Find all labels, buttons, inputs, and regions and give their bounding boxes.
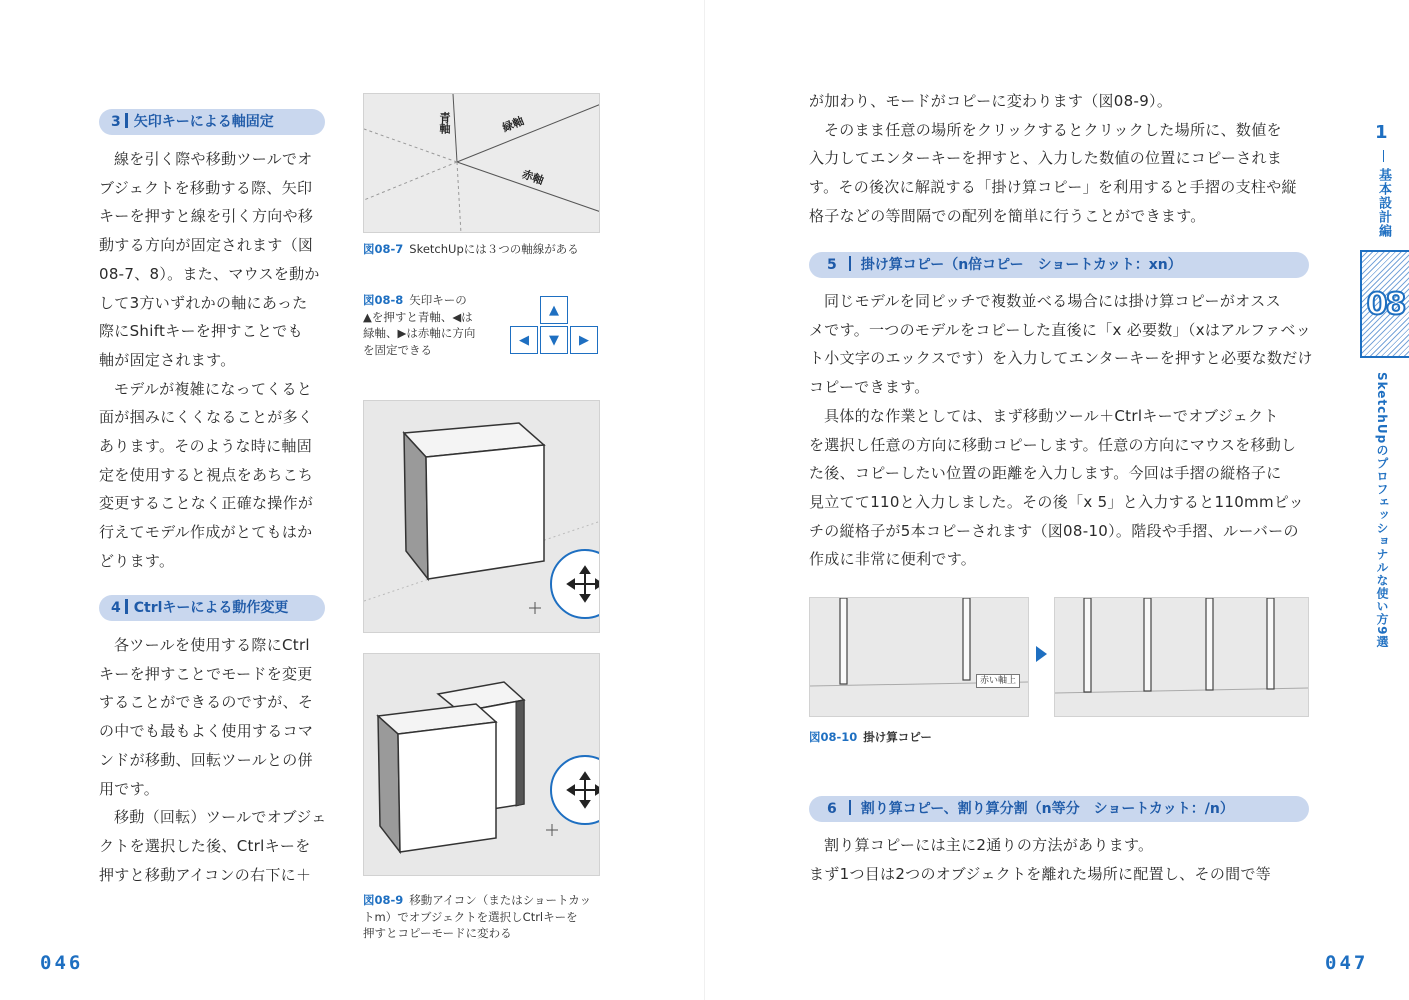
page-number-right: 047 bbox=[1325, 952, 1369, 974]
section-number: 6 bbox=[827, 801, 837, 817]
figure-axes bbox=[363, 93, 600, 233]
figure-arrowkeys-caption: 図08-8 矢印キーの ▲を押すと青軸、◀は 緑軸、▶は赤軸に方向 を固定できる bbox=[363, 293, 476, 357]
figure-multiply-before bbox=[809, 597, 1029, 717]
section-tab bbox=[1360, 250, 1409, 358]
paragraph: 線を引く際や移動ツールでオ ブジェクトを移動する際、矢印 キーを押すと線を引く方向や移 動する方向が固定されます（図 08-7、8）。また、マウスを動か して3方いずれかの軸にあった 際にShiftキーを押すことでも 軸が固定されます。 bbox=[99, 150, 320, 369]
chapter-title: 基本設計編 bbox=[1376, 168, 1391, 238]
page-number-left: 046 bbox=[40, 952, 84, 974]
section-heading-3 bbox=[99, 109, 325, 135]
arrow-keys-diagram bbox=[510, 294, 600, 356]
paragraph: 具体的な作業としては、まず移動ツール＋Ctrlキーでオブジェクト を選択し任意の方向に移動コピーします。任意の方向にマウスを移動し た後、コピーしたい位置の距離を入力します。今回は手摺の縦格子に 見立てて110と入力しました。その後「x 5」と入力すると110mmピッ チの縦格子が5本コピーされます（図08-10）。階段や手摺、ルーバーの 作成に非常に便利です。 bbox=[809, 406, 1304, 569]
figure-cube-copy bbox=[363, 653, 600, 876]
section-side-title: SketchUpのプロフェッショナルな使い方9選 bbox=[1375, 372, 1389, 649]
heading-bar bbox=[125, 599, 128, 614]
arrow-left-key-icon: ◀ bbox=[510, 326, 538, 354]
intro-body bbox=[809, 87, 1314, 231]
section-number: 5 bbox=[827, 257, 837, 273]
paragraph: モデルが複雑になってくると 面が掴みにくくなることが多く あります。そのような時に軸固 定を使用すると視点をあちこち 変更することなく正確な操作が 行えてモデル作成がとてもはか どります。 bbox=[99, 379, 314, 570]
section-title: 割り算コピー、割り算分割（n等分 ショートカット：/n） bbox=[860, 801, 1234, 817]
arrow-up-key-icon: ▲ bbox=[540, 296, 568, 324]
section5-body bbox=[809, 287, 1314, 574]
paragraph: が加わり、モードがコピーに変わります（図08-9）。 bbox=[809, 92, 1173, 110]
section-heading-4 bbox=[99, 595, 325, 621]
cube-drawing bbox=[364, 401, 600, 633]
figure-cube-copy-caption: 図08-9 移動アイコン（またはショートカッ トm）でオブジェクトを選択しCtrlキーを 押すとコピーモードに変わる bbox=[363, 893, 592, 940]
chapter-divider bbox=[1383, 150, 1384, 162]
section3-body bbox=[99, 145, 327, 576]
figure-axes-caption: 図08-7 SketchUpには３つの軸線がある bbox=[363, 242, 579, 256]
figure-cube-move bbox=[363, 400, 600, 633]
section6-body bbox=[809, 831, 1314, 888]
section-title: Ctrlキーによる動作変更 bbox=[133, 600, 289, 616]
arrow-right-icon bbox=[1036, 646, 1047, 662]
figure-multiply-caption: 図08-10 掛け算コピー bbox=[809, 730, 932, 744]
axis-tooltip: 赤い軸上 bbox=[976, 674, 1020, 688]
section-number: 4 bbox=[111, 600, 121, 616]
section4-body bbox=[99, 631, 327, 889]
posts-before-drawing bbox=[810, 598, 1029, 717]
figure-multiply-after bbox=[1054, 597, 1309, 717]
heading-bar bbox=[849, 256, 851, 271]
axis-label-green: 緑軸 bbox=[500, 114, 526, 135]
section-heading-6 bbox=[809, 796, 1309, 822]
heading-bar bbox=[125, 113, 128, 128]
posts-after-drawing bbox=[1055, 598, 1309, 717]
cube-copy-drawing bbox=[364, 654, 600, 876]
section-title: 掛け算コピー（n倍コピー ショートカット：xn） bbox=[860, 257, 1182, 273]
paragraph: そのまま任意の場所をクリックするとクリックした場所に、数値を 入力してエンターキーを押すと、入力した数値の位置にコピーされま す。その後次に解説する「掛け算コピー」を利用すると手摺の支柱や縦 格子などの等間隔での配列を簡単に行うことができます。 bbox=[809, 120, 1297, 225]
paragraph: 割り算コピーには主に2通りの方法があります。 まず1つ目は2つのオブジェクトを離れた場所に配置し、その間で等 bbox=[809, 836, 1272, 883]
arrow-down-key-icon: ▼ bbox=[540, 326, 568, 354]
section-tab-number: 08 bbox=[1366, 286, 1405, 322]
section-number: 3 bbox=[111, 114, 121, 130]
section-title: 矢印キーによる軸固定 bbox=[133, 114, 274, 130]
page-spine bbox=[704, 0, 705, 1000]
section-heading-5 bbox=[809, 252, 1309, 278]
axis-label-red: 赤軸 bbox=[520, 167, 546, 188]
paragraph: 各ツールを使用する際にCtrl キーを押すことでモードを変更 することができるのですが、そ の中でも最もよく使用するコマ ンドが移動、回転ツールとの併 用です。 bbox=[99, 636, 314, 798]
paragraph: 移動（回転）ツールでオブジェ クトを選択した後、Ctrlキーを 押すと移動アイコンの右下に＋ bbox=[99, 808, 327, 884]
paragraph: 同じモデルを同ピッチで複数並べる場合には掛け算コピーがオスス メです。一つのモデルをコピーした直後に「x 必要数」（xはアルファベッ ト小文字のエックスです）を入力してエンターキーを押すと必要な数だけ コピーできます。 bbox=[809, 292, 1313, 397]
chapter-number: 1 bbox=[1375, 122, 1388, 143]
axis-label-blue: 青軸 bbox=[438, 112, 451, 134]
arrow-right-key-icon: ▶ bbox=[570, 326, 598, 354]
heading-bar bbox=[849, 800, 851, 815]
axes-drawing bbox=[364, 94, 600, 233]
